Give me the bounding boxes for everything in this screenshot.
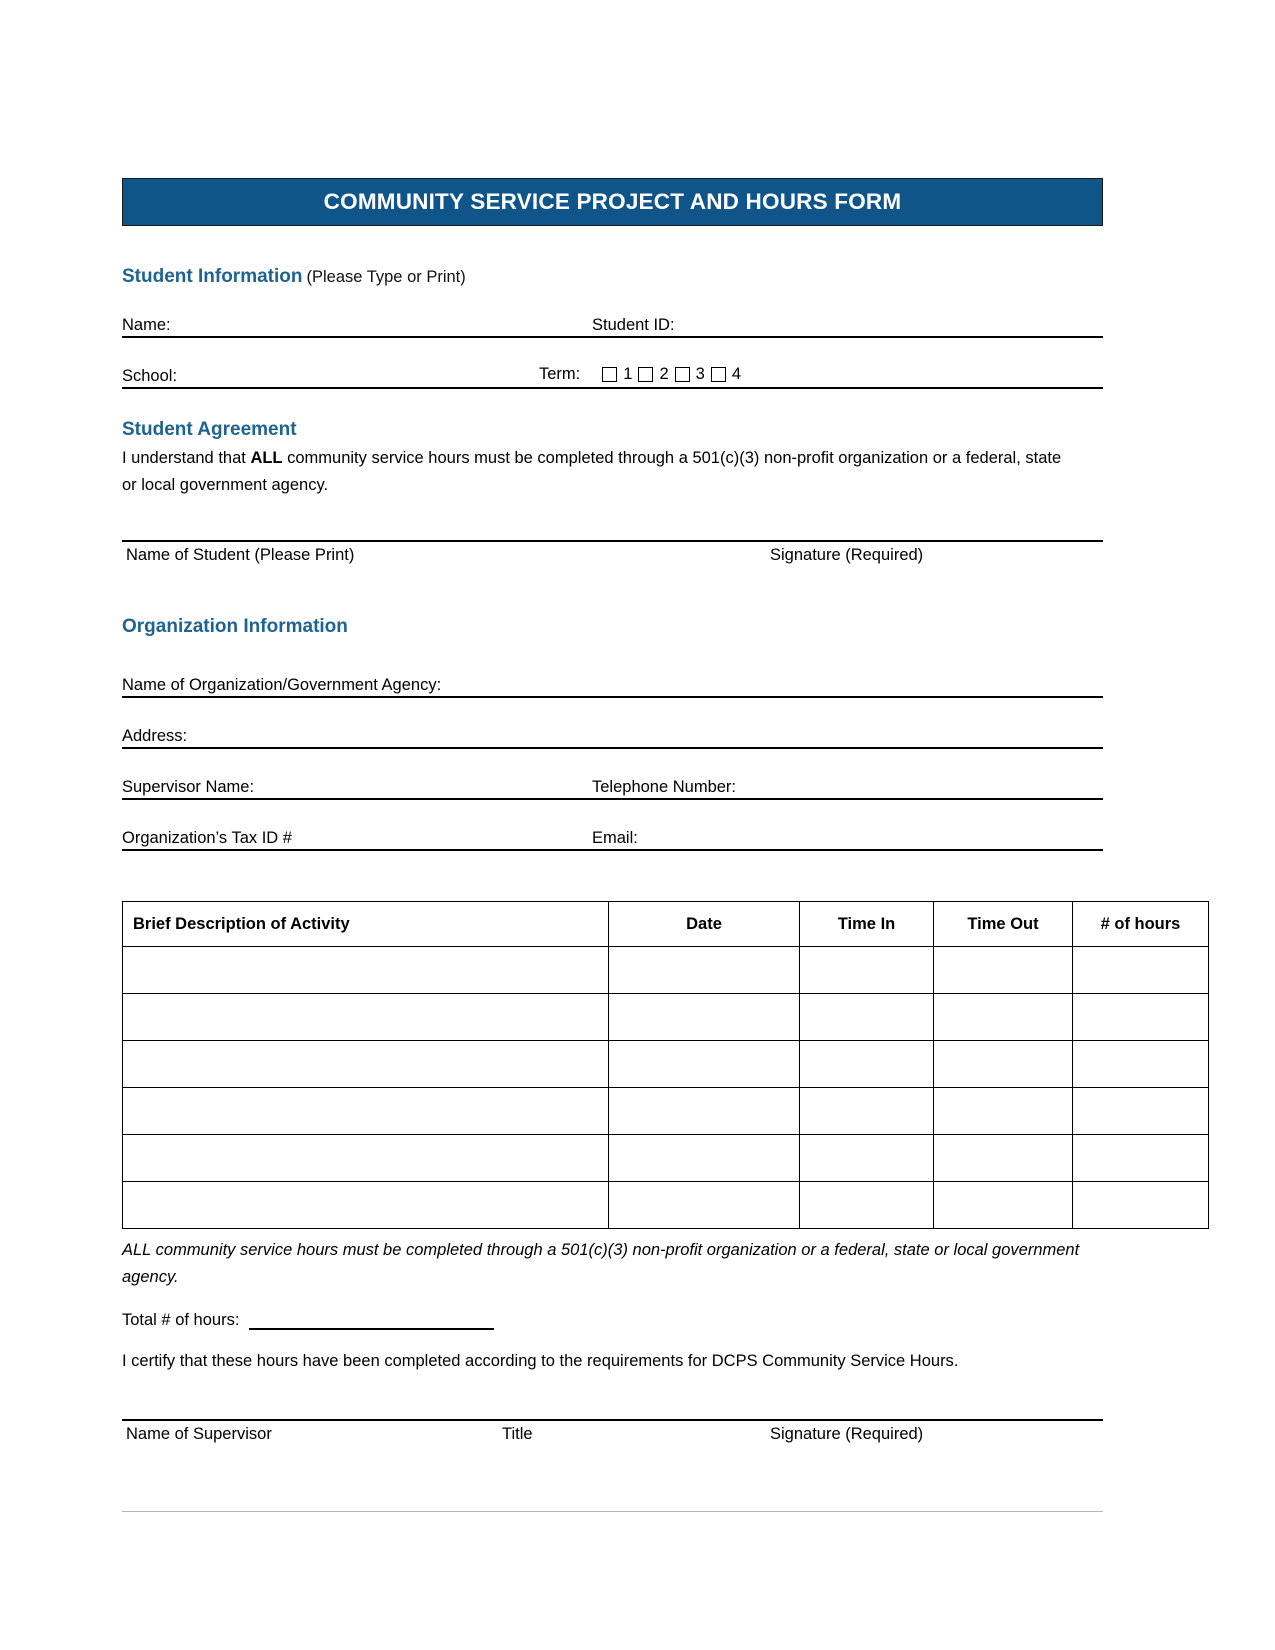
student-information-heading: Student Information [122, 266, 303, 287]
checkbox-icon[interactable] [638, 367, 653, 382]
name-label: Name: [122, 315, 171, 334]
cell-description[interactable] [123, 947, 609, 994]
supervisor-signature-labels [122, 1425, 1103, 1451]
activity-table-head [123, 902, 1209, 947]
field-row-address[interactable] [122, 715, 1103, 749]
term-selector[interactable] [539, 365, 747, 387]
cell-time-in[interactable] [800, 1135, 934, 1182]
term-option-4[interactable] [711, 365, 741, 384]
supervisor-name-label: Supervisor Name: [122, 777, 255, 796]
column-header-time-in: Time In [800, 902, 934, 947]
cell-hours[interactable] [1073, 1135, 1209, 1182]
activity-table [122, 901, 1209, 1229]
table-row[interactable] [123, 1041, 1209, 1088]
student-agreement-text [122, 445, 1067, 498]
telephone-number-label: Telephone Number: [592, 777, 737, 796]
field-row-taxid-email[interactable] [122, 817, 1103, 851]
supervisor-signature-block [122, 1419, 1103, 1451]
table-row[interactable] [123, 1182, 1209, 1229]
cell-date[interactable] [609, 1041, 800, 1088]
form-content [122, 178, 1181, 1512]
cell-time-out[interactable] [934, 1182, 1073, 1229]
certification-text: I certify that these hours have been completed according to the requirements for DCPS Community Service Hours. [122, 1351, 959, 1370]
student-signature-labels [122, 546, 1103, 572]
table-row[interactable] [123, 947, 1209, 994]
tax-id-label: Organization’s Tax ID # [122, 828, 292, 847]
term-option-3[interactable] [675, 365, 705, 384]
checkbox-icon[interactable] [602, 367, 617, 382]
field-row-organization-name[interactable] [122, 664, 1103, 698]
agreement-text-part1: I understand that [122, 449, 251, 467]
column-header-time-out: Time Out [934, 902, 1073, 947]
cell-date[interactable] [609, 947, 800, 994]
student-signature-block [122, 540, 1103, 572]
total-hours-row[interactable] [122, 1311, 1103, 1330]
term-option-2-label: 2 [659, 365, 669, 383]
cell-date[interactable] [609, 1182, 800, 1229]
cell-hours[interactable] [1073, 1182, 1209, 1229]
cell-time-out[interactable] [934, 1088, 1073, 1135]
term-label: Term: [539, 365, 581, 383]
cell-description[interactable] [123, 1182, 609, 1229]
cell-hours[interactable] [1073, 994, 1209, 1041]
column-header-hours: # of hours [1073, 902, 1209, 947]
organization-information-heading: Organization Information [122, 616, 348, 638]
column-header-date: Date [609, 902, 800, 947]
cell-date[interactable] [609, 1088, 800, 1135]
student-information-heading-row [122, 266, 1103, 288]
cell-date[interactable] [609, 994, 800, 1041]
supervisor-signature-label: Signature (Required) [770, 1424, 924, 1443]
total-hours-input[interactable] [249, 1314, 494, 1330]
name-of-student-label: Name of Student (Please Print) [126, 546, 355, 565]
table-row[interactable] [123, 994, 1209, 1041]
form-title-banner [122, 178, 1103, 226]
cell-hours[interactable] [1073, 1088, 1209, 1135]
supervisor-signature-rule[interactable] [122, 1419, 1103, 1421]
footer-divider [122, 1511, 1103, 1512]
cell-time-out[interactable] [934, 947, 1073, 994]
cell-date[interactable] [609, 1135, 800, 1182]
field-row-supervisor-telephone[interactable] [122, 766, 1103, 800]
activity-table-body [123, 947, 1209, 1229]
agreement-text-part2: community service hours must be completed through a 501(c)(3) non-profit organization or a federal, state or local government agency. [122, 449, 1062, 494]
cell-description[interactable] [123, 994, 609, 1041]
cell-description[interactable] [123, 1088, 609, 1135]
cell-description[interactable] [123, 1041, 609, 1088]
cell-time-in[interactable] [800, 1182, 934, 1229]
term-option-4-label: 4 [731, 365, 741, 383]
title-label: Title [502, 1424, 533, 1443]
page-title: COMMUNITY SERVICE PROJECT AND HOURS FORM [323, 189, 902, 214]
total-hours-label: Total # of hours: [122, 1310, 240, 1329]
cell-description[interactable] [123, 1135, 609, 1182]
student-id-label: Student ID: [592, 315, 675, 334]
cell-hours[interactable] [1073, 947, 1209, 994]
column-header-description: Brief Description of Activity [123, 902, 609, 947]
cell-time-in[interactable] [800, 994, 934, 1041]
table-row[interactable] [123, 1135, 1209, 1182]
organization-name-label: Name of Organization/Government Agency: [122, 675, 442, 694]
term-option-1[interactable] [602, 365, 632, 384]
cell-time-out[interactable] [934, 994, 1073, 1041]
cell-time-out[interactable] [934, 1135, 1073, 1182]
term-option-1-label: 1 [623, 365, 633, 383]
term-option-3-label: 3 [695, 365, 705, 383]
table-row[interactable] [123, 1088, 1209, 1135]
footer-note: ALL community service hours must be completed through a 501(c)(3) non-profit organization or a federal, state or local government agency. [122, 1241, 1080, 1287]
agreement-bold-word: ALL [250, 449, 283, 467]
student-signature-rule[interactable] [122, 540, 1103, 542]
cell-time-in[interactable] [800, 1041, 934, 1088]
activity-table-header-row [123, 902, 1209, 947]
school-label: School: [122, 366, 178, 385]
cell-time-out[interactable] [934, 1041, 1073, 1088]
student-signature-label: Signature (Required) [770, 546, 924, 565]
cell-time-in[interactable] [800, 947, 934, 994]
student-information-note: (Please Type or Print) [306, 268, 466, 286]
field-row-name[interactable] [122, 304, 1103, 338]
cell-time-in[interactable] [800, 1088, 934, 1135]
cell-hours[interactable] [1073, 1041, 1209, 1088]
term-option-2[interactable] [638, 365, 668, 384]
email-label: Email: [592, 828, 638, 847]
field-row-school-term[interactable] [122, 355, 1103, 389]
checkbox-icon[interactable] [675, 367, 690, 382]
checkbox-icon[interactable] [711, 367, 726, 382]
address-label: Address: [122, 726, 188, 745]
student-agreement-heading: Student Agreement [122, 419, 297, 440]
name-of-supervisor-label: Name of Supervisor [126, 1424, 272, 1443]
